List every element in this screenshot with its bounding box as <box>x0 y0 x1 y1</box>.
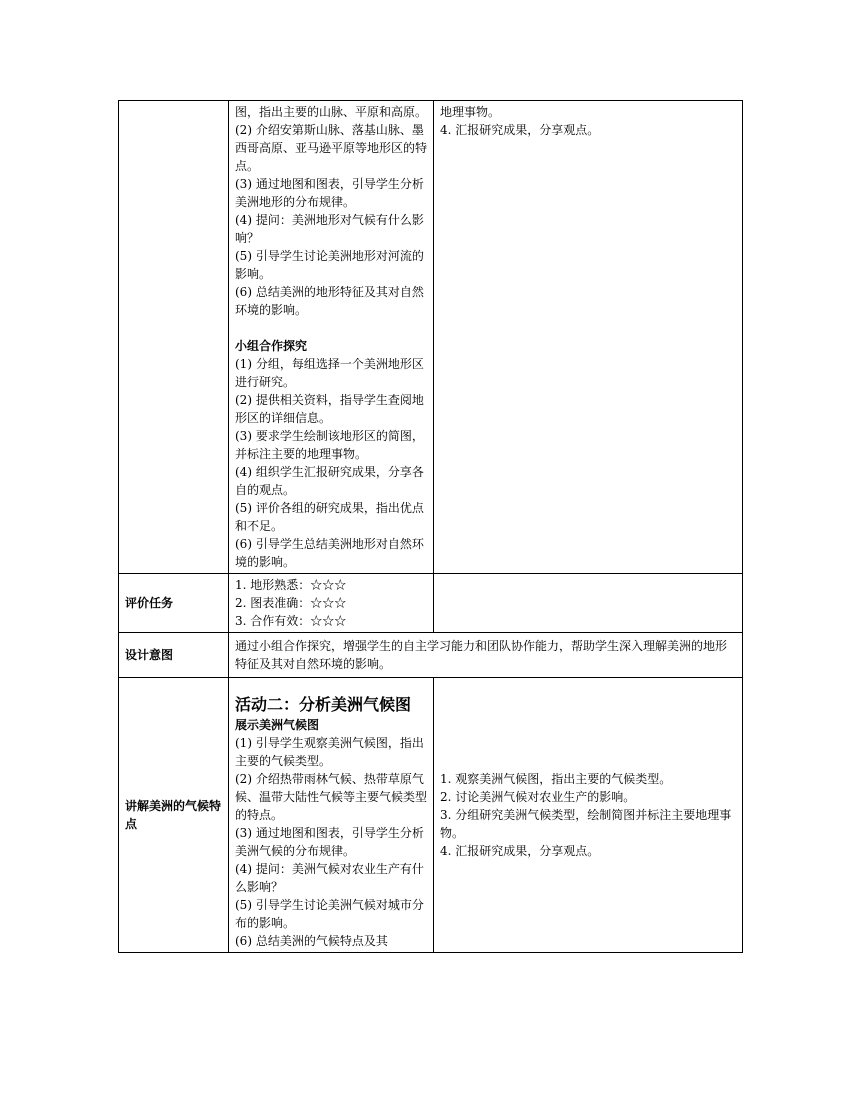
list-item: 地理事物。 <box>440 105 501 119</box>
list-item: (4) 提问：美洲地形对气候有什么影响？ <box>235 213 424 245</box>
row1-student-activities <box>434 101 743 574</box>
list-item: 3. 合作有效：☆☆☆ <box>235 614 347 628</box>
list-item: 4. 汇报研究成果，分享观点。 <box>440 123 600 137</box>
spacer <box>235 319 427 337</box>
list-item: (3) 要求学生绘制该地形区的简图，并标注主要的地理事物。 <box>235 429 424 461</box>
table-row <box>119 633 743 678</box>
evaluation-label: 评价任务 <box>119 574 229 633</box>
list-item: (3) 通过地图和图表，引导学生分析美洲地形的分布规律。 <box>235 177 424 209</box>
list-item: 3. 分组研究美洲气候类型，绘制简图并标注主要地理事物。 <box>440 808 732 840</box>
list-item: 1. 地形熟悉：☆☆☆ <box>235 578 347 592</box>
list-item: (6) 总结美洲的地形特征及其对自然环境的影响。 <box>235 285 424 317</box>
list-item: (2) 介绍安第斯山脉、落基山脉、墨西哥高原、亚马逊平原等地形区的特点。 <box>235 123 428 173</box>
climate-section-label: 讲解美洲的气候特点 <box>119 678 229 953</box>
table-row <box>119 678 743 953</box>
climate-student-activities <box>434 678 743 953</box>
evaluation-empty-cell <box>434 574 743 633</box>
list-item: (5) 引导学生讨论美洲气候对城市分布的影响。 <box>235 898 424 930</box>
section-title: 小组合作探究 <box>235 339 308 353</box>
list-item: (5) 评价各组的研究成果，指出优点和不足。 <box>235 501 424 533</box>
list-item: (6) 引导学生总结美洲地形对自然环境的影响。 <box>235 537 424 569</box>
list-item: (3) 通过地图和图表，引导学生分析美洲气候的分布规律。 <box>235 826 424 858</box>
climate-teacher-activities <box>229 678 434 953</box>
design-intent-paragraph: 通过小组合作探究，增强学生的自主学习能力和团队协作能力，帮助学生深入理解美洲的地形特征及其对自然环境的影响。 <box>235 639 728 671</box>
list-item: (2) 提供相关资料，指导学生查阅地形区的详细信息。 <box>235 393 424 425</box>
list-item: 2. 讨论美洲气候对农业生产的影响。 <box>440 790 636 804</box>
section-title: 展示美洲气候图 <box>235 718 320 732</box>
list-item: 4. 汇报研究成果，分享观点。 <box>440 844 600 858</box>
list-item: 图，指出主要的山脉、平原和高原。 <box>235 105 428 119</box>
list-item: 2. 图表准确：☆☆☆ <box>235 596 347 610</box>
design-intent-text <box>229 633 743 678</box>
list-item: (1) 分组，每组选择一个美洲地形区进行研究。 <box>235 357 424 389</box>
list-item: (5) 引导学生讨论美洲地形对河流的影响。 <box>235 249 424 281</box>
list-item: (6) 总结美洲的气候特点及其 <box>235 934 388 948</box>
row1-label-cell <box>119 101 229 574</box>
activity-title: 活动二：分析美洲气候图 <box>235 695 412 714</box>
row1-teacher-activities <box>229 101 434 574</box>
table-row <box>119 574 743 633</box>
design-intent-label: 设计意图 <box>119 633 229 678</box>
lesson-plan-table <box>118 100 743 953</box>
list-item: 1. 观察美洲气候图，指出主要的气候类型。 <box>440 772 672 786</box>
list-item: (4) 提问：美洲气候对农业生产有什么影响？ <box>235 862 424 894</box>
table-row <box>119 101 743 574</box>
list-item: (4) 组织学生汇报研究成果，分享各自的观点。 <box>235 465 424 497</box>
evaluation-items <box>229 574 434 633</box>
list-item: (1) 引导学生观察美洲气候图，指出主要的气候类型。 <box>235 736 424 768</box>
list-item: (2) 介绍热带雨林气候、热带草原气候、温带大陆性气候等主要气候类型的特点。 <box>235 772 428 822</box>
